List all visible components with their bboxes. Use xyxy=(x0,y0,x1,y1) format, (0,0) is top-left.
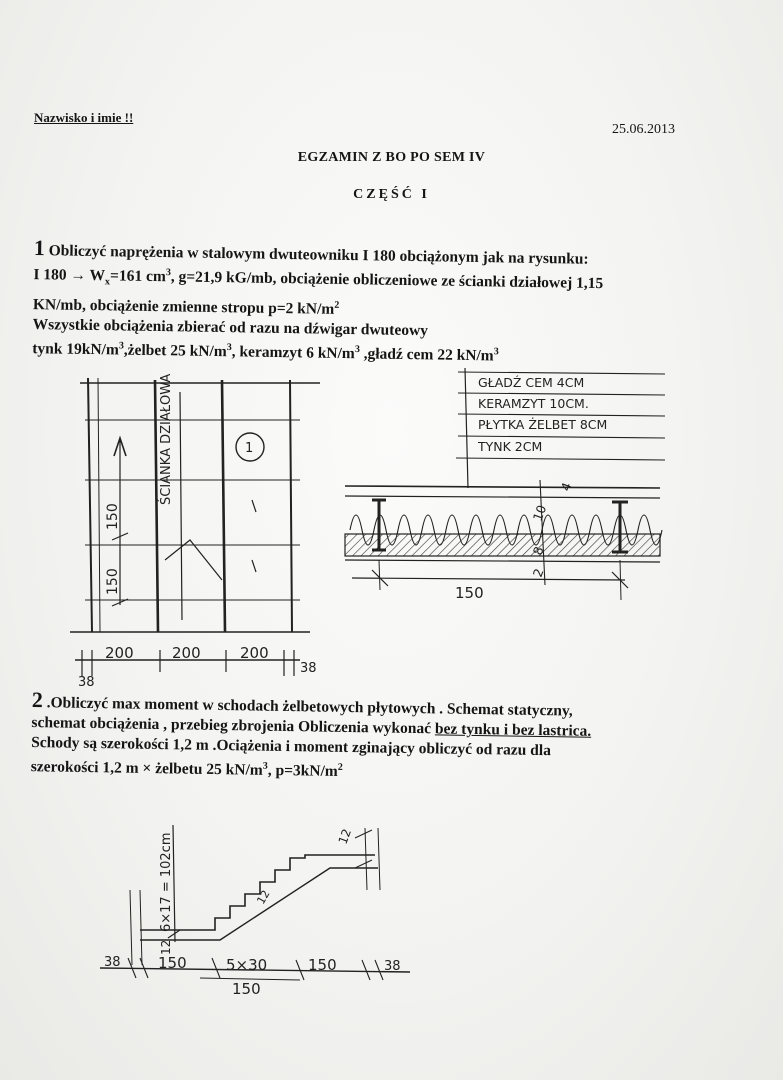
name-label: Nazwisko i imie !! xyxy=(34,110,134,125)
layer-label: TYNK 2CM xyxy=(478,439,543,454)
q2-line2-a: schemat obciążenia , przebieg zbrojenia Obliczenia wykonać xyxy=(31,713,436,738)
dim-10-label: 10 xyxy=(529,502,550,524)
q2-line4-b: żelbetu 25 kN/m xyxy=(151,760,263,779)
figure-2-labels xyxy=(455,375,607,602)
q1-line2-pre: I 180 → W xyxy=(33,266,106,285)
beam-line xyxy=(155,380,158,632)
dim-tick xyxy=(375,960,383,980)
plaster-line xyxy=(345,560,660,562)
dim-200-label: 200 xyxy=(105,644,134,662)
q1-sup: 3 xyxy=(226,342,232,354)
section-top xyxy=(345,486,660,488)
dim-tick xyxy=(212,958,220,978)
q1-line5-a: tynk 19kN/m xyxy=(32,340,119,359)
q2-sup: 3 xyxy=(262,760,268,772)
dim-tick xyxy=(362,960,370,980)
beam-line xyxy=(88,378,92,632)
q1-sub-x: x xyxy=(104,276,111,288)
layer-line xyxy=(458,414,665,416)
exam-title: EGZAMIN Z BO PO SEM IV xyxy=(297,150,486,165)
dim-150-label: 150 xyxy=(308,956,337,974)
q2-line4-c: , p=3kN/m xyxy=(267,761,338,780)
wall-line xyxy=(378,828,380,890)
wall-line xyxy=(130,890,132,965)
tick-mark xyxy=(355,860,372,868)
slash-mark: × xyxy=(142,759,152,778)
layer-line xyxy=(458,393,665,395)
tick-mark xyxy=(355,830,372,838)
dim-12-label: 12 xyxy=(159,939,173,955)
dim-38-label: 38 xyxy=(300,661,317,676)
small-arrow xyxy=(252,560,256,572)
q1-line1: Obliczyć naprężenia w stalowym dwuteowniku I 180 obciążonym jak na rysunku: xyxy=(48,242,589,268)
q1-sup: 2 xyxy=(334,299,340,312)
dim-38-label: 38 xyxy=(384,959,401,974)
dim-150-label: 150 xyxy=(158,954,187,972)
dim-38-label: 38 xyxy=(104,955,121,970)
stair-height-label: 6×17 = 102cm xyxy=(159,832,174,932)
q2-line1: .Obliczyć max moment w schodach żelbetowych płytowych . Schemat statyczny, xyxy=(46,694,573,720)
q2-sup: 2 xyxy=(337,761,343,773)
layer-label: GŁADŹ CEM 4CM xyxy=(478,375,585,390)
q1-sup: 3 xyxy=(493,346,499,358)
dim-4-label: 4 xyxy=(557,480,575,494)
section-width-label: 150 xyxy=(455,584,484,602)
dim-150b-label: 150 xyxy=(105,568,121,595)
q1-line5-d: ,gładź cem 22 kN/m xyxy=(359,345,494,365)
dim-38-label: 38 xyxy=(78,675,95,690)
q1-line2-b: , g=21,9 kG/mb, obciążenie obliczeniowe ze ścianki działowej 1,15 xyxy=(170,268,604,293)
small-arrow xyxy=(252,500,256,512)
question-2-number: 2 xyxy=(31,687,44,713)
q2-line4-a: szerokości 1,2 m xyxy=(30,758,143,777)
dim-vertical xyxy=(540,480,545,585)
layer-line xyxy=(458,436,665,438)
q1-line2-a: =161 cm xyxy=(109,267,166,286)
dim-8-label: 8 xyxy=(529,544,547,558)
dim-line xyxy=(352,578,625,580)
dim-total-label: 150 xyxy=(232,980,261,998)
q1-sup: 3 xyxy=(118,340,124,352)
layer-label: KERAMZYT 10CM. xyxy=(478,396,589,411)
wall-label: ŚCIANKA DZIAŁOWA xyxy=(159,373,174,505)
beam-line xyxy=(222,380,225,632)
dim-200-label: 200 xyxy=(240,644,269,662)
wall-line xyxy=(140,890,142,965)
dim-2-label: 2 xyxy=(529,566,547,580)
layer-label: PŁYTKA ŻELBET 8CM xyxy=(478,417,608,432)
layer-line xyxy=(456,458,665,460)
dim-5x30-label: 5×30 xyxy=(226,956,268,974)
dim-ext xyxy=(379,560,380,590)
marker-label: 1 xyxy=(245,441,254,456)
dim-12-label: 12 xyxy=(335,826,355,847)
part-label: CZĘŚĆ I xyxy=(353,187,430,202)
stair-steps xyxy=(140,855,375,930)
beam-line xyxy=(290,380,292,632)
q1-sup: 3 xyxy=(354,344,360,356)
wall-line xyxy=(180,392,182,620)
q1-line3: KN/mb, obciążenie zmienne stropu p=2 kN/m xyxy=(32,296,335,319)
dim-12-label: 12 xyxy=(254,887,273,907)
wall-line xyxy=(365,828,367,890)
section-layer xyxy=(345,496,660,498)
q1-line5-b: ,żelbet 25 kN/m xyxy=(123,341,227,361)
leader-line xyxy=(465,368,468,488)
wall-line xyxy=(165,540,222,580)
question-1-number: 1 xyxy=(33,235,46,261)
q2-line3: Schody są szerokości 1,2 m .Ociążenia i moment zginający obliczyć od razu dla xyxy=(31,733,552,760)
figure-1-labels xyxy=(78,374,317,690)
q1-line4: Wszystkie obciążenia zbierać od razu na dźwigar dwuteowy xyxy=(32,316,429,340)
layer-line xyxy=(458,372,665,374)
dim-ext xyxy=(620,560,621,600)
figure-3-labels xyxy=(104,827,401,998)
q1-line5-c: , keramzyt 6 kN/m xyxy=(231,343,355,363)
beam-line xyxy=(98,378,100,632)
exam-date: 25.06.2013 xyxy=(612,122,675,137)
q2-line2-b: bez tynku i bez lastrica. xyxy=(434,720,592,740)
dim-150-label: 150 xyxy=(105,503,121,530)
dim-200-label: 200 xyxy=(172,644,201,662)
q1-sup: 3 xyxy=(165,267,171,279)
